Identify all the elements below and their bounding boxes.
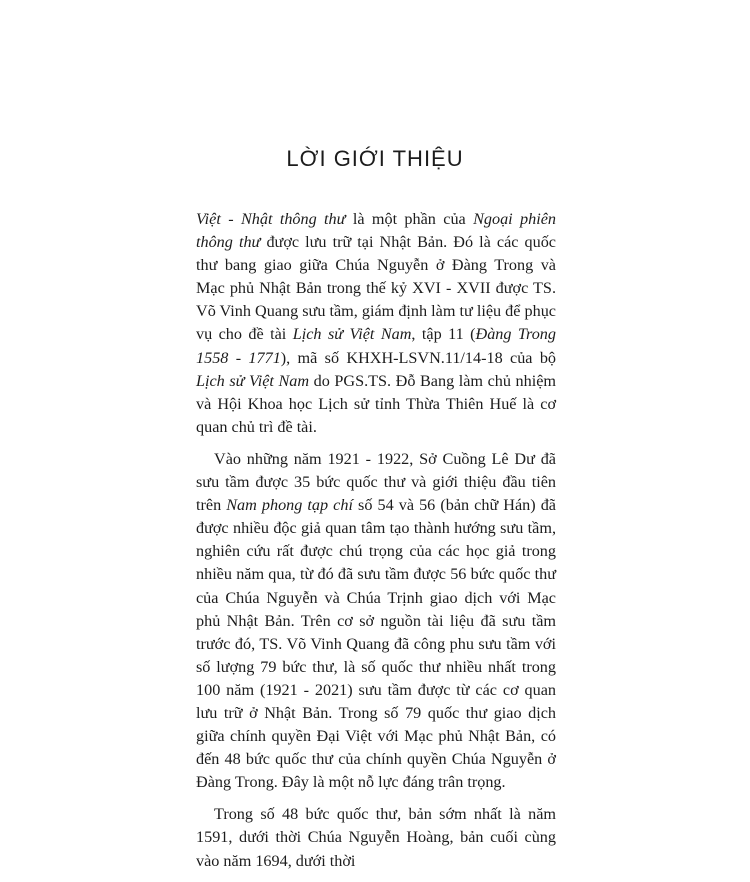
- body-text: [196, 208, 556, 882]
- italic-text: Đàng Trong 1558 - 1771: [196, 325, 556, 367]
- text-run: do PGS.TS. Đỗ Bang làm chủ nhiệm và Hội Khoa học Lịch sử tỉnh Thừa Thiên Huế là cơ quan chủ trì đề tài.: [196, 371, 556, 436]
- text-run: , tập 11 (: [411, 325, 476, 344]
- text-run: được lưu trữ tại Nhật Bản. Đó là các quốc thư bang giao giữa Chúa Nguyễn ở Đàng Trong và Mạc phủ Nhật Bản trong thế kỷ XVI - XVII được TS. Võ Vinh Quang sưu tầm, giám định làm tư liệu để phục vụ cho đề tài: [196, 233, 556, 344]
- italic-text: Lịch sử Việt Nam: [196, 371, 310, 390]
- paragraph-3: [196, 803, 556, 872]
- text-run: Trong số 48 bức quốc thư, bản sớm nhất là năm 1591, dưới thời Chúa Nguyễn Hoàng, bản cuối cùng vào năm 1694, dưới thời: [196, 805, 556, 870]
- page-title: LỜI GIỚI THIỆU: [286, 146, 464, 171]
- text-run: số 54 và 56 (bản chữ Hán) đã được nhiều độc giả quan tâm tạo thành hướng sưu tầm, nghiên cứu rất được chú trọng của các học giả trong nhiều năm qua, từ đó đã sưu tầm được 56 bức quốc thư của Chúa Nguyễn và Chúa Trịnh giao dịch với Mạc phủ Nhật Bản. Trên cơ sở nguồn tài liệu đã sưu tầm trước đó, TS. Võ Vinh Quang đã công phu sưu tầm với số lượng 79 bức thư, là số quốc thư nhiều nhất trong 100 năm (1921 - 2021) sưu tầm được từ các cơ quan lưu trữ ở Nhật Bản. Trong số 79 quốc thư giao dịch giữa chính quyền Đại Việt với Mạc phủ Nhật Bản, có đến 48 bức quốc thư của chính quyền Chúa Nguyễn ở Đàng Trong. Đây là một nỗ lực đáng trân trọng.: [196, 496, 556, 792]
- text-run: ), mã số KHXH-LSVN.11/14-18 của bộ: [280, 348, 557, 367]
- paragraph-1: [196, 208, 556, 439]
- italic-text: Việt - Nhật thông thư: [196, 210, 346, 228]
- text-run: Vào những năm 1921 - 1922, Sở Cuồng Lê Dư đã sưu tầm được 35 bức quốc thư và giới thiệu đầu tiên trên: [196, 449, 556, 515]
- italic-text: Ngoại phiên thông thư: [196, 210, 556, 252]
- italic-text: Nam phong tạp chí: [226, 496, 353, 515]
- text-run: là một phần của: [345, 210, 474, 228]
- italic-text: Lịch sử Việt Nam: [292, 325, 412, 344]
- paragraph-2: [196, 448, 556, 794]
